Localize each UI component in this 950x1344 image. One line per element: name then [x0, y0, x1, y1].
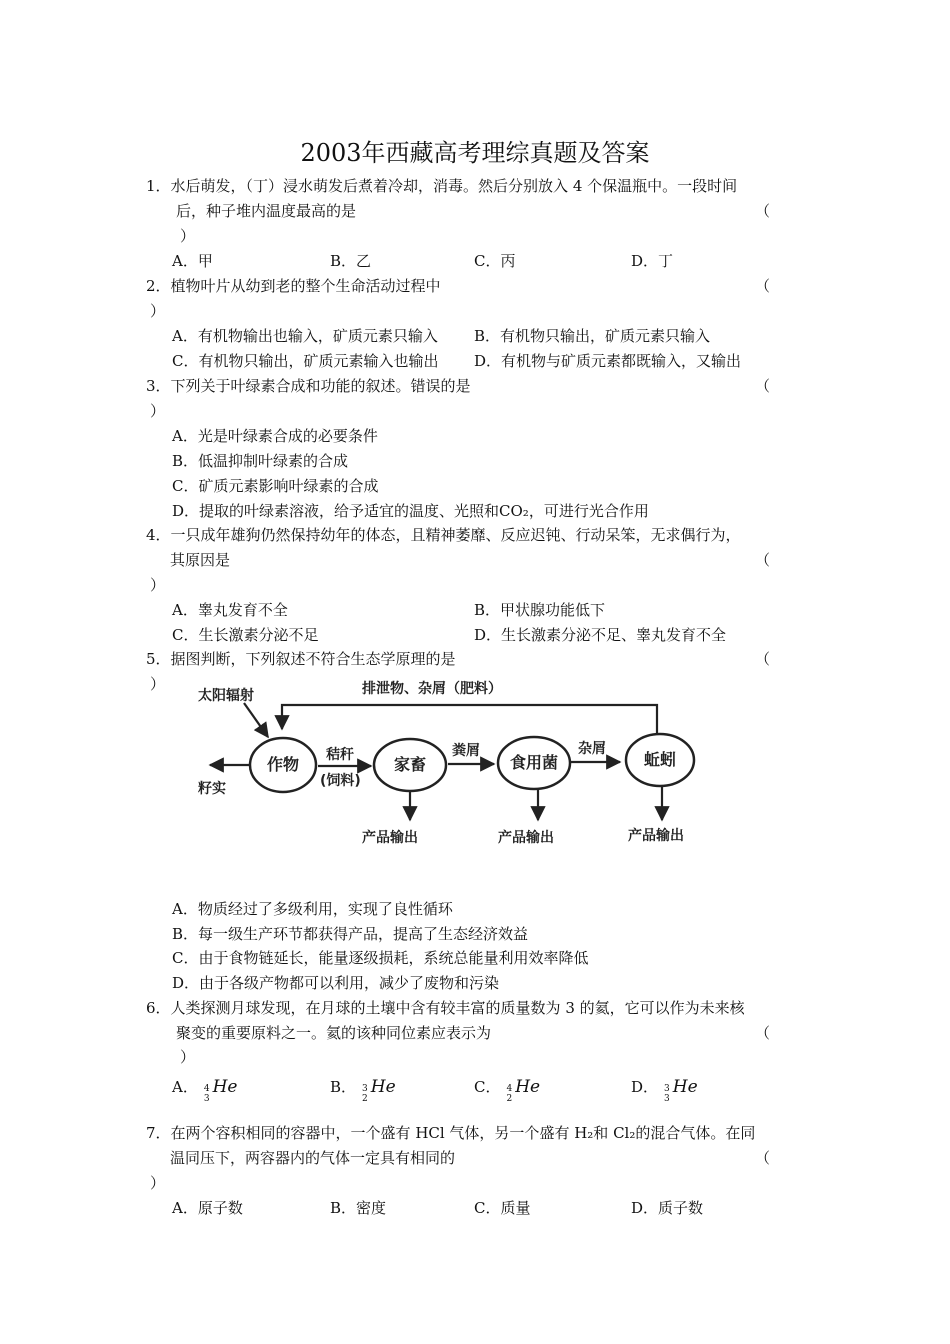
q6-option-d — [631, 1077, 698, 1104]
q3-option-b: B．低温抑制叶绿素的合成 — [172, 452, 349, 470]
q6-option-b — [330, 1077, 396, 1104]
q2-answer-paren-open: （ — [755, 277, 771, 295]
q4-option-c: C．生长激素分泌不足 — [172, 626, 319, 644]
q5-stem-line1: 5．据图判断，下列叙述不符合生态学原理的是 — [146, 650, 456, 668]
q1-answer-paren-open: （ — [755, 202, 771, 220]
q6-option-a-mass: 4 — [203, 1084, 210, 1094]
fodder-label: (饲料) — [320, 773, 361, 789]
residue-label: 杂屑 — [578, 741, 606, 757]
q4-option-d: D．生长激素分泌不足、睾丸发育不全 — [474, 626, 727, 644]
fungus-output-label: 产品输出 — [498, 830, 554, 846]
q6-option-b-atomic: 2 — [362, 1094, 368, 1104]
ecosystem-diagram — [0, 665, 950, 865]
q6-option-a — [172, 1077, 238, 1104]
q6-option-d-symbol: He — [672, 1077, 698, 1097]
earthworm-label: 蚯蚓 — [643, 750, 677, 769]
q4-stem-line1: 4．一只成年雄狗仍然保持幼年的体态，且精神萎靡、反应迟钝、行动呆笨，无求偶行为， — [146, 526, 741, 544]
q3-answer-paren-close: ） — [150, 402, 166, 420]
q6-option-d-letter: D． — [631, 1078, 659, 1096]
q6-option-c-letter: C． — [474, 1078, 501, 1096]
q6-stem-line1: 6．人类探测月球发现，在月球的土壤中含有较丰富的质量数为 3 的氦，它可以作为未来核 — [146, 999, 745, 1017]
sun-label: 太阳辐射 — [198, 688, 254, 704]
q6-answer-paren-close: ） — [180, 1048, 196, 1066]
q6-option-a-symbol: He — [212, 1077, 238, 1097]
q6-option-b-symbol: He — [370, 1077, 396, 1097]
q4-answer-paren-close: ） — [150, 576, 166, 594]
q6-stem-line2: 聚变的重要原料之一。氦的该种同位素应表示为 — [176, 1024, 492, 1042]
q3-option-c: C．矿质元素影响叶绿素的合成 — [172, 477, 379, 495]
q4-option-a: A．睾丸发育不全 — [172, 601, 288, 619]
q1-option-b: B．乙 — [330, 252, 372, 270]
q3-option-a: A．光是叶绿素合成的必要条件 — [172, 427, 378, 445]
q6-answer-paren-open: （ — [755, 1024, 771, 1042]
manure-label: 粪屑 — [452, 743, 480, 759]
q7-answer-paren-open: （ — [755, 1149, 771, 1167]
q6-option-c — [474, 1077, 541, 1104]
q1-answer-paren-close: ） — [180, 227, 196, 245]
q3-answer-paren-open: （ — [755, 377, 771, 395]
q1-option-d: D．丁 — [631, 252, 674, 270]
q4-stem-line2: 其原因是 — [170, 551, 231, 569]
q1-stem-line2: 后，种子堆内温度最高的是 — [176, 202, 357, 220]
q6-option-c-symbol: He — [515, 1077, 541, 1097]
livestock-output-label: 产品输出 — [362, 830, 418, 846]
earthworm-output-label: 产品输出 — [628, 828, 684, 844]
q6-option-d-atomic: 3 — [664, 1094, 670, 1104]
feedback-label: 排泄物、杂屑（肥料） — [362, 681, 502, 697]
q1-option-a: A．甲 — [172, 252, 213, 270]
q7-option-b: B．密度 — [330, 1199, 387, 1217]
q5-option-c: C．由于食物链延长，能量逐级损耗，系统总能量利用效率降低 — [172, 949, 589, 967]
q2-option-a: A．有机物输出也输入，矿质元素只输入 — [172, 327, 438, 345]
fungus-label: 食用菌 — [509, 753, 559, 772]
q4-option-b: B．甲状腺功能低下 — [474, 601, 606, 619]
grain-label: 籽实 — [198, 781, 226, 797]
q7-option-a: A．原子数 — [172, 1199, 243, 1217]
q5-answer-paren-open: （ — [755, 650, 771, 668]
feedback-loop-line — [282, 705, 657, 743]
q2-option-d: D．有机物与矿质元素都既输入，又输出 — [474, 352, 742, 370]
q4-answer-paren-open: （ — [755, 551, 771, 569]
straw-label: 秸秆 — [326, 747, 354, 763]
q5-answer-paren-close: ） — [150, 675, 166, 693]
q7-stem-line1: 7．在两个容积相同的容器中，一个盛有 HCl 气体，另一个盛有 H₂和 Cl₂的混合气体。在同 — [146, 1124, 756, 1142]
q5-option-a: A．物质经过了多级利用，实现了良性循环 — [172, 900, 453, 918]
q2-option-c: C．有机物只输出，矿质元素输入也输出 — [172, 352, 439, 370]
q7-answer-paren-close: ） — [150, 1174, 166, 1192]
q6-option-d-mass: 3 — [664, 1084, 670, 1094]
q6-option-c-mass: 4 — [506, 1084, 513, 1094]
q3-option-d: D．提取的叶绿素溶液，给予适宜的温度、光照和CO₂，可进行光合作用 — [172, 502, 649, 520]
q7-option-c: C．质量 — [474, 1199, 531, 1217]
q5-option-b: B．每一级生产环节都获得产品，提高了生态经济效益 — [172, 925, 529, 943]
q6-option-b-mass: 3 — [362, 1084, 368, 1094]
q6-option-b-letter: B． — [330, 1078, 357, 1096]
q1-stem-line1: 1．水后萌发，（丁）浸水萌发后煮着冷却，消毒。然后分别放入 4 个保温瓶中。一段时间 — [146, 177, 738, 195]
q6-option-a-letter: A． — [172, 1078, 198, 1096]
q7-stem-line2: 温同压下，两容器内的气体一定具有相同的 — [170, 1149, 456, 1167]
q3-stem-line1: 3．下列关于叶绿素合成和功能的叙述。错误的是 — [146, 377, 471, 395]
q5-option-d: D．由于各级产物都可以利用，减少了废物和污染 — [172, 974, 500, 992]
q2-stem-line1: 2．植物叶片从幼到老的整个生命活动过程中 — [146, 277, 441, 295]
q2-answer-paren-close: ） — [150, 302, 166, 320]
q6-option-a-atomic: 3 — [203, 1094, 210, 1104]
page-title: 2003年西藏高考理综真题及答案 — [300, 139, 650, 167]
q1-option-c: C．丙 — [474, 252, 516, 270]
q6-option-c-atomic: 2 — [506, 1094, 513, 1104]
q7-option-d: D．质子数 — [631, 1199, 704, 1217]
q2-option-b: B．有机物只输出，矿质元素只输入 — [474, 327, 711, 345]
livestock-label: 家畜 — [393, 755, 427, 774]
crop-label: 作物 — [266, 755, 300, 774]
sun-arrow — [244, 703, 268, 737]
